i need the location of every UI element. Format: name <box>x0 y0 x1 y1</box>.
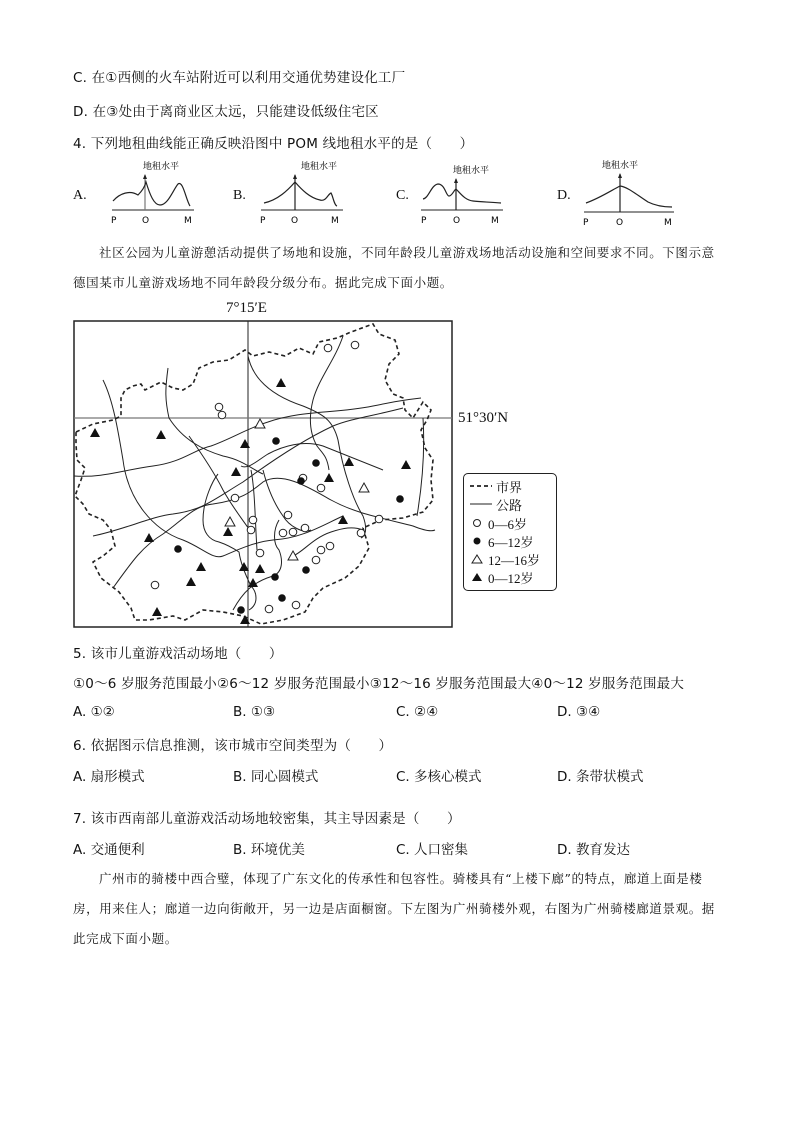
legend-city-boundary: 市界 <box>496 479 523 495</box>
intro-qilou-paragraph: 广州市的骑楼中西合璧，体现了广东文化的传承性和包容性。骑楼具有“上楼下廊”的特点，廊道上面是楼房，用来住人；廊道一边向街敞开，另一边是店面橱窗。下左图为广州骑楼外观，右图为广州骑楼廊道景观。据此完成下面小题。 <box>73 871 715 946</box>
q4-option-c-label: C. <box>396 188 409 203</box>
marker-age-0-6 <box>324 344 332 352</box>
svg-text:地租水平: 地租水平 <box>602 161 639 171</box>
q4-option-b-label: B. <box>233 188 246 203</box>
q6-option-b[interactable]: B. 同心圆模式 <box>233 769 319 785</box>
q4-option-a-label: A. <box>73 188 87 203</box>
marker-age-0-6 <box>351 341 359 349</box>
marker-age-0-6 <box>284 511 292 519</box>
marker-age-0-6 <box>247 526 255 534</box>
svg-text:地租水平: 地租水平 <box>453 166 490 176</box>
rent-curve-a <box>98 160 228 228</box>
marker-age-0-6 <box>265 605 273 613</box>
marker-age-6-12 <box>297 477 305 485</box>
q4-option-b[interactable] <box>233 160 373 228</box>
marker-age-0-6 <box>231 494 239 502</box>
marker-age-6-12 <box>272 437 280 445</box>
marker-age-6-12 <box>312 459 320 467</box>
legend-age-12-16: 12—16岁 <box>470 551 540 567</box>
q5-stem: 5. 该市儿童游戏活动场地（ ） <box>73 646 283 662</box>
marker-age-0-6 <box>218 411 226 419</box>
q7-option-d[interactable]: D. 教育发达 <box>557 842 630 858</box>
q4-stem: 4. 下列地租曲线能正确反映沿图中 POM 线地租水平的是（ ） <box>73 136 474 152</box>
marker-age-0-6 <box>292 601 300 609</box>
q5-option-c[interactable]: C. ②④ <box>396 704 439 720</box>
q6-option-c[interactable]: C. 多核心模式 <box>396 769 482 785</box>
marker-age-0-6 <box>317 546 325 554</box>
intro-park-paragraph: 社区公园为儿童游憩活动提供了场地和设施，不同年龄段儿童游戏场地活动设施和空间要求不同。下图示意德国某市儿童游戏场地不同年龄段分级分布。据此完成下面小题。 <box>73 245 715 290</box>
prev-option-c: C. 在①西侧的火车站附近可以利用交通优势建设化工厂 <box>73 70 406 86</box>
q5-option-a[interactable]: A. ①② <box>73 704 115 720</box>
marker-age-6-12 <box>396 495 404 503</box>
svg-text:P: P <box>421 216 427 226</box>
legend-age-0-12: 0—12岁 <box>470 569 534 585</box>
legend-road: 公路 <box>496 497 523 513</box>
q7-option-c[interactable]: C. 人口密集 <box>396 842 469 858</box>
q4-option-a[interactable] <box>73 160 213 228</box>
marker-age-6-12 <box>174 545 182 553</box>
marker-age-0-6 <box>375 515 383 523</box>
marker-age-6-12 <box>237 606 245 614</box>
marker-age-0-6 <box>215 403 223 411</box>
q7-option-a[interactable]: A. 交通便利 <box>73 842 145 858</box>
rent-curve-d <box>582 160 712 228</box>
axis-title: 地租水平 <box>143 162 180 172</box>
longitude-label: 7°15′E <box>226 300 267 316</box>
rent-curve-b <box>258 160 388 228</box>
marker-age-0-6 <box>279 529 287 537</box>
q5-option-b[interactable]: B. ①③ <box>233 704 276 720</box>
svg-text:P: P <box>583 218 589 228</box>
svg-text:M: M <box>331 216 339 226</box>
marker-age-0-6 <box>249 516 257 524</box>
latitude-label: 51°30′N <box>458 410 509 426</box>
q6-stem: 6. 依据图示信息推测，该市城市空间类型为（ ） <box>73 738 393 754</box>
marker-age-0-6 <box>357 529 365 537</box>
svg-text:M: M <box>491 216 499 226</box>
q7-option-b[interactable]: B. 环境优美 <box>233 842 305 858</box>
svg-text:地租水平: 地租水平 <box>301 162 338 172</box>
marker-age-6-12 <box>271 573 279 581</box>
svg-text:M: M <box>664 218 672 228</box>
q6-option-d[interactable]: D. 条带状模式 <box>557 769 644 785</box>
marker-age-0-6 <box>301 524 309 532</box>
q4-option-c[interactable] <box>396 160 536 228</box>
rent-curve-c <box>421 160 551 228</box>
legend-age-6-12: 6—12岁 <box>470 533 534 549</box>
q6-option-a[interactable]: A. 扇形模式 <box>73 769 145 785</box>
q5-option-d[interactable]: D. ③④ <box>557 704 601 720</box>
marker-age-0-6 <box>326 542 334 550</box>
q7-stem: 7. 该市西南部儿童游戏活动场地较密集，其主导因素是（ ） <box>73 811 461 827</box>
marker-age-0-6 <box>312 556 320 564</box>
svg-text:O: O <box>453 216 461 226</box>
marker-age-6-12 <box>278 594 286 602</box>
svg-text:O: O <box>291 216 299 226</box>
svg-text:P: P <box>111 216 117 226</box>
marker-age-0-6 <box>317 484 325 492</box>
legend-age-0-6: 0—6岁 <box>470 515 527 531</box>
svg-text:M: M <box>184 216 192 226</box>
q4-option-d[interactable] <box>557 160 717 228</box>
svg-text:O: O <box>142 216 150 226</box>
playground-distribution-map <box>73 320 453 628</box>
map-legend <box>463 473 557 591</box>
marker-age-0-6 <box>256 549 264 557</box>
marker-age-0-6 <box>151 581 159 589</box>
svg-text:O: O <box>616 218 624 228</box>
q4-option-d-label: D. <box>557 188 571 203</box>
prev-option-d: D. 在③处由于离商业区太远，只能建设低级住宅区 <box>73 104 379 120</box>
q5-statements: ①0～6 岁服务范围最小②6～12 岁服务范围最小③12～16 岁服务范围最大④0～12 岁服务范围最大 <box>73 676 685 692</box>
marker-age-0-6 <box>289 528 297 536</box>
marker-age-6-12 <box>302 566 310 574</box>
svg-text:P: P <box>260 216 266 226</box>
